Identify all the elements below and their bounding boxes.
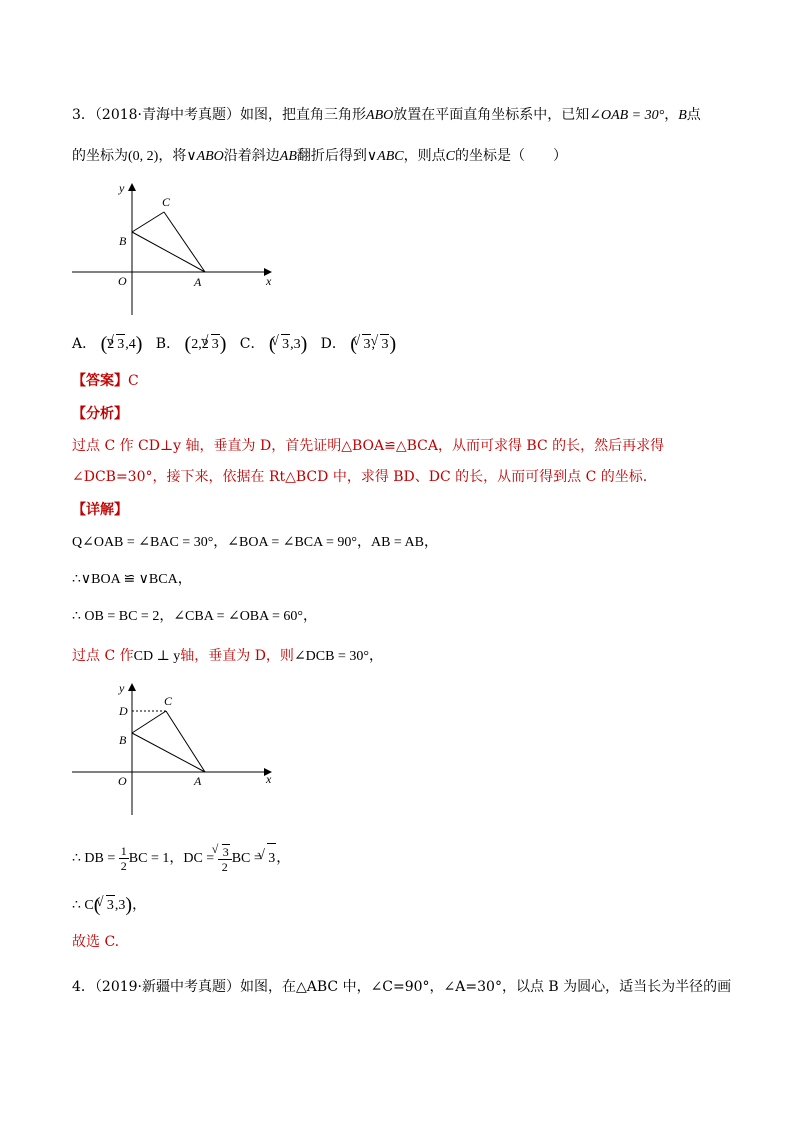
fraction-num: √ 3 [218,844,232,860]
detail-l1: Q∠OAB = ∠BAC = 30°，∠BOA = ∠BCA = 90°，AB = AB， [72,535,438,550]
label-a: A [194,275,202,289]
q3-text: 的坐标是（ ） [454,148,567,164]
q3-text: 沿着斜边 [223,148,280,164]
q3-math: ∨ABO [186,149,224,164]
answer-line [72,371,139,391]
label-x: x [266,274,272,288]
q3-math: (0, 2) [128,149,159,164]
label-a: A [194,774,202,788]
option-a: (2√ 3,4) [101,337,143,352]
fraction-den: 2 [120,859,127,874]
q3-text: ，将 [158,148,187,164]
q3-text: ， [664,107,679,123]
segment-ba [132,232,205,272]
analysis-line1: 过点 C 作 CD⊥y 轴，垂直为 D，首先证明△BOA≌△BCA，从而可求得 BC 的长，然后再求得 [72,438,665,454]
root3: √ 3 [267,843,276,874]
option-b-label: B． [155,336,181,352]
label-y: y [119,181,125,195]
option-d-label: D． [320,336,346,352]
detail-math: BC = [231,851,262,866]
segment-ba [132,733,205,772]
q3-text: 翻折后得到 [296,148,367,164]
detail-math: ∴ C [72,898,94,913]
label-y: y [119,681,125,695]
detail-text: 轴，垂直为 D，则 [180,648,294,664]
label-c: C [162,195,171,209]
option-c-label: C． [239,336,265,352]
figure-2 [60,675,290,820]
segment-ca [164,212,205,272]
label-x: x [266,772,272,786]
q4-line: 4．（2019·新疆中考真题）如图，在△ABC 中，∠C=90°，∠A=30°，以点 B 为圆心，适当长为半径的画 [72,979,732,995]
q3-math: ABO [366,108,394,123]
fraction-half [119,844,129,873]
detail-math: ∠DCB = 30°， [293,649,383,664]
q3-source: （2018·青海中考真题） [94,107,241,123]
option-d: ( √ 3, √ 3) [350,337,396,352]
detail-tag-line [72,500,128,520]
segment-bc [132,711,166,733]
q3-text: 点 [686,107,701,123]
fraction-den: 2 [221,859,228,874]
detail-math: ， [276,851,291,866]
detail-l3: ∴ OB = BC = 2，∠CBA = ∠OBA = 60°， [72,609,317,624]
detail-math: BC = 1，DC = [128,851,215,866]
q3-math: ∨ABC [366,149,404,164]
segment-ca [166,711,205,772]
analysis-tag-line [72,404,128,424]
detail-math: ∴ DB = [72,851,116,866]
figure-1 [60,175,290,320]
fraction-root3-half [218,844,232,874]
y-arrow [128,683,136,691]
q3-options [72,334,396,355]
q3-math: C [445,149,455,164]
analysis-line2: ∠DCB=30°，接下来，依据在 Rt△BCD 中，求得 BD、DC 的长，从而可得到点 C 的坐标. [72,469,648,485]
label-o: O [118,774,127,788]
q3-math: AB [279,149,297,164]
q3-text: 的坐标为 [72,148,128,164]
detail-math: CD ⊥ y [133,649,181,664]
option-a-label: A． [72,336,97,352]
q3-text: ，则点 [403,148,446,164]
q3-text: 如图，把直角三角形 [240,107,367,123]
q3-number: 3． [72,107,95,123]
detail-tag: 【详解】 [72,502,128,518]
answer-tag: 【答案】 [72,373,128,389]
y-arrow [128,183,136,191]
q3-text: 放置在平面直角坐标系中，已知 [393,107,590,123]
label-c: C [164,694,173,708]
detail-l5 [72,843,290,874]
q3-line1 [72,105,701,126]
label-b: B [119,733,127,747]
q3-line2 [72,146,567,167]
detail-l7: 故选 C. [72,934,120,950]
detail-math: ， [132,898,147,913]
analysis-tag: 【分析】 [72,406,128,422]
label-b: B [119,234,127,248]
option-b: (2,2√ 3) [185,337,227,352]
q3-math: ∠OAB = 30° [589,108,665,123]
label-o: O [118,274,127,288]
answer-value: C [128,373,139,389]
q3-math: B [678,108,687,123]
detail-l6: ∴ C( √ 3,3)， [72,895,146,916]
segment-bc [132,212,164,232]
option-c: ( √ 3,3) [269,337,307,352]
detail-l4 [72,646,383,667]
fraction-num: 1 [120,844,127,859]
detail-l2: ∴∨BOA ≌ ∨BCA， [72,572,192,587]
label-d: D [119,704,128,718]
detail-text: 过点 C 作 [72,648,134,664]
